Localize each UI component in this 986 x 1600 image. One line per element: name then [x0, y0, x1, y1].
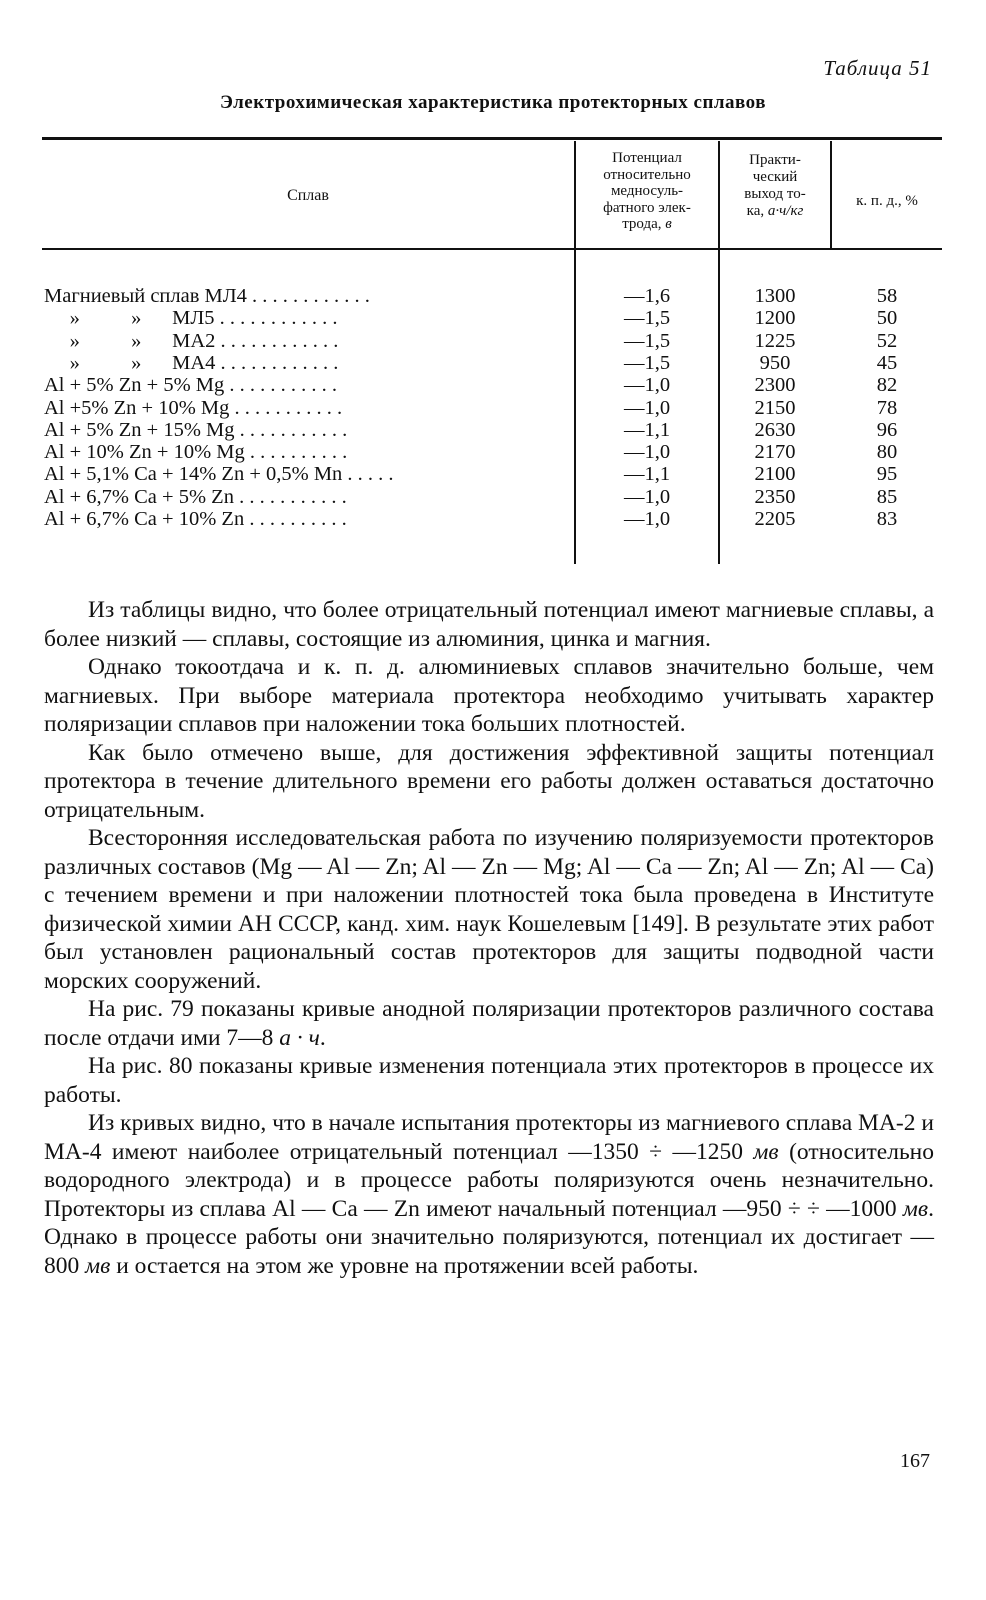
header-line	[576, 216, 718, 233]
cell-efficiency: 82	[876, 374, 898, 397]
cell-output: 950	[759, 351, 791, 374]
header-line: ческий	[752, 169, 798, 185]
cell-alloy: Al +5% Zn + 10% Mg . . . . . . . . . . .	[44, 396, 343, 419]
body-text	[44, 596, 934, 1280]
column-header-output	[720, 152, 830, 220]
unit: мв	[753, 1138, 779, 1165]
table-title: Электрохимическая характеристика протекторных сплавов	[220, 92, 766, 113]
paragraph-text: . Однако в процессе работы они значительно поляризуются, потенциал их достигает —800	[44, 1195, 934, 1279]
cell-output: 2350	[754, 485, 796, 508]
cell-output: 1200	[754, 307, 796, 330]
cell-potential: —1,0	[623, 508, 671, 530]
unit: мв	[85, 1252, 111, 1279]
table-row	[0, 374, 986, 397]
header-line: медносуль-	[610, 183, 684, 199]
paragraph: Как было отмечено выше, для достижения эффективной защиты потенциал протектора в течение длительного времени его работы должен оставаться достаточно отрицательным.	[44, 739, 934, 823]
cell-efficiency: 50	[876, 307, 898, 330]
cell-potential: —1,5	[623, 351, 671, 374]
column-header-alloy: Сплав	[287, 187, 329, 204]
cell-output: 2170	[754, 441, 796, 464]
cell-potential: —1,0	[623, 485, 671, 508]
unit: мв	[902, 1195, 929, 1222]
header-line: выход то-	[744, 186, 806, 202]
cell-alloy: Al + 6,7% Ca + 5% Zn . . . . . . . . . . .	[44, 485, 347, 508]
paragraph	[44, 995, 934, 1052]
cell-potential: —1,1	[623, 463, 671, 486]
cell-potential: —1,0	[623, 396, 671, 419]
table-row	[0, 352, 986, 375]
table-row	[0, 307, 986, 330]
column-header-efficiency: к. п. д., %	[856, 193, 918, 209]
cell-output: 1300	[754, 285, 796, 307]
column-header-potential	[576, 150, 718, 233]
cell-potential: —1,0	[623, 374, 671, 397]
paragraph: На рис. 80 показаны кривые изменения потенциала этих протекторов в процессе их работы.	[44, 1053, 934, 1108]
header-line: Потенциал	[612, 150, 682, 166]
header-line: фатного элек-	[603, 199, 691, 216]
cell-output: 2300	[754, 374, 796, 397]
header-unit: а·ч/кг	[767, 203, 804, 219]
header-line	[720, 203, 830, 220]
paragraph-text: Из кривых видно, что в начале испытания протекторы из магниевого сплава МА-2 и МА-4 имеют наиболее отрицательный потенциал —1350 ÷ —1250	[44, 1110, 934, 1165]
cell-potential: —1,5	[623, 307, 671, 330]
paragraph-text: На рис. 79 показаны кривые анодной поляризации протекторов различного состава после отдачи ими 7—8	[44, 996, 934, 1051]
header-text: трода,	[622, 216, 662, 232]
table-top-rule	[42, 137, 942, 140]
cell-potential: —1,5	[623, 329, 671, 352]
cell-output: 2100	[754, 463, 796, 486]
cell-efficiency: 95	[876, 463, 898, 486]
cell-potential: —1,1	[623, 418, 671, 441]
cell-alloy: Al + 6,7% Ca + 10% Zn . . . . . . . . . .	[44, 508, 347, 530]
cell-alloy: Al + 5% Zn + 5% Mg . . . . . . . . . . .	[44, 374, 338, 397]
unit: а · ч	[279, 1024, 320, 1051]
header-line: относительно	[603, 166, 691, 183]
paragraph-text: .	[319, 1024, 326, 1051]
table-header-rule	[42, 248, 942, 250]
table-row	[0, 419, 986, 442]
cell-efficiency: 52	[876, 329, 898, 352]
cell-alloy: Al + 5,1% Ca + 14% Zn + 0,5% Mn . . . . .	[44, 463, 394, 486]
cell-output: 2205	[754, 508, 796, 530]
table-row	[0, 508, 986, 531]
header-text: ка,	[746, 203, 765, 219]
cell-efficiency: 78	[876, 396, 898, 419]
cell-alloy: Al + 5% Zn + 15% Mg . . . . . . . . . . .	[44, 418, 348, 441]
paragraph-text: и остается на этом же уровне на протяжении всей работы.	[110, 1252, 699, 1279]
page-number: 167	[900, 1450, 930, 1472]
table-row	[0, 463, 986, 486]
header-line: Практи-	[749, 152, 801, 168]
paragraph: Из таблицы видно, что более отрицательный потенциал имеют магниевые сплавы, а более низкий — сплавы, состоящие из алюминия, цинка и магния.	[44, 597, 934, 652]
table-row	[0, 397, 986, 420]
cell-efficiency: 96	[876, 418, 898, 441]
table-row	[0, 441, 986, 464]
cell-potential: —1,0	[623, 441, 671, 464]
table-row	[0, 486, 986, 509]
table-row	[0, 330, 986, 353]
cell-efficiency: 83	[876, 508, 898, 530]
cell-alloy: » » МЛ5 . . . . . . . . . . . .	[44, 307, 338, 330]
cell-alloy: » » МА4 . . . . . . . . . . . .	[44, 351, 339, 374]
paragraph: Всесторонняя исследовательская работа по изучению поляризуемости протекторов различных составов (Mg — Al — Zn; Al — Zn — Mg; Al — Ca — Zn; Al — Zn; Al — Ca) с течением времени и при наложении плотностей тока была проведена в Институте физической химии АН СССР, канд. хим. наук Кошелевым [149]. В результате этих работ был установлен рациональный состав протекторов для защиты подводной части морских сооружений.	[44, 825, 934, 994]
cell-alloy: » » МА2 . . . . . . . . . . . .	[44, 329, 339, 352]
paragraph: Однако токоотдача и к. п. д. алюминиевых сплавов значительно больше, чем магниевых. При выборе материала протектора необходимо учитывать характер поляризации сплавов при наложении тока больших плотностей.	[44, 654, 934, 737]
cell-alloy: Al + 10% Zn + 10% Mg . . . . . . . . . .	[44, 441, 348, 464]
cell-output: 1225	[754, 329, 796, 352]
cell-efficiency: 45	[876, 351, 898, 374]
cell-efficiency: 85	[876, 485, 898, 508]
cell-output: 2630	[754, 418, 796, 441]
table-row	[0, 285, 986, 308]
cell-alloy: Магниевый сплав МЛ4 . . . . . . . . . . . .	[44, 285, 370, 307]
cell-efficiency: 80	[876, 441, 898, 464]
table-number: Таблица 51	[823, 56, 932, 80]
paragraph-text: (относительно водородного электрода) и в процессе работы поляризуются очень незначительно. Протекторы из сплава Al — Ca — Zn имеют начальный потенциал —950 ÷ ÷ —1000	[44, 1138, 934, 1222]
header-unit: в	[665, 216, 672, 232]
paragraph	[44, 1109, 934, 1280]
cell-efficiency: 58	[876, 285, 898, 307]
cell-output: 2150	[754, 396, 796, 419]
cell-potential: —1,6	[623, 285, 671, 307]
